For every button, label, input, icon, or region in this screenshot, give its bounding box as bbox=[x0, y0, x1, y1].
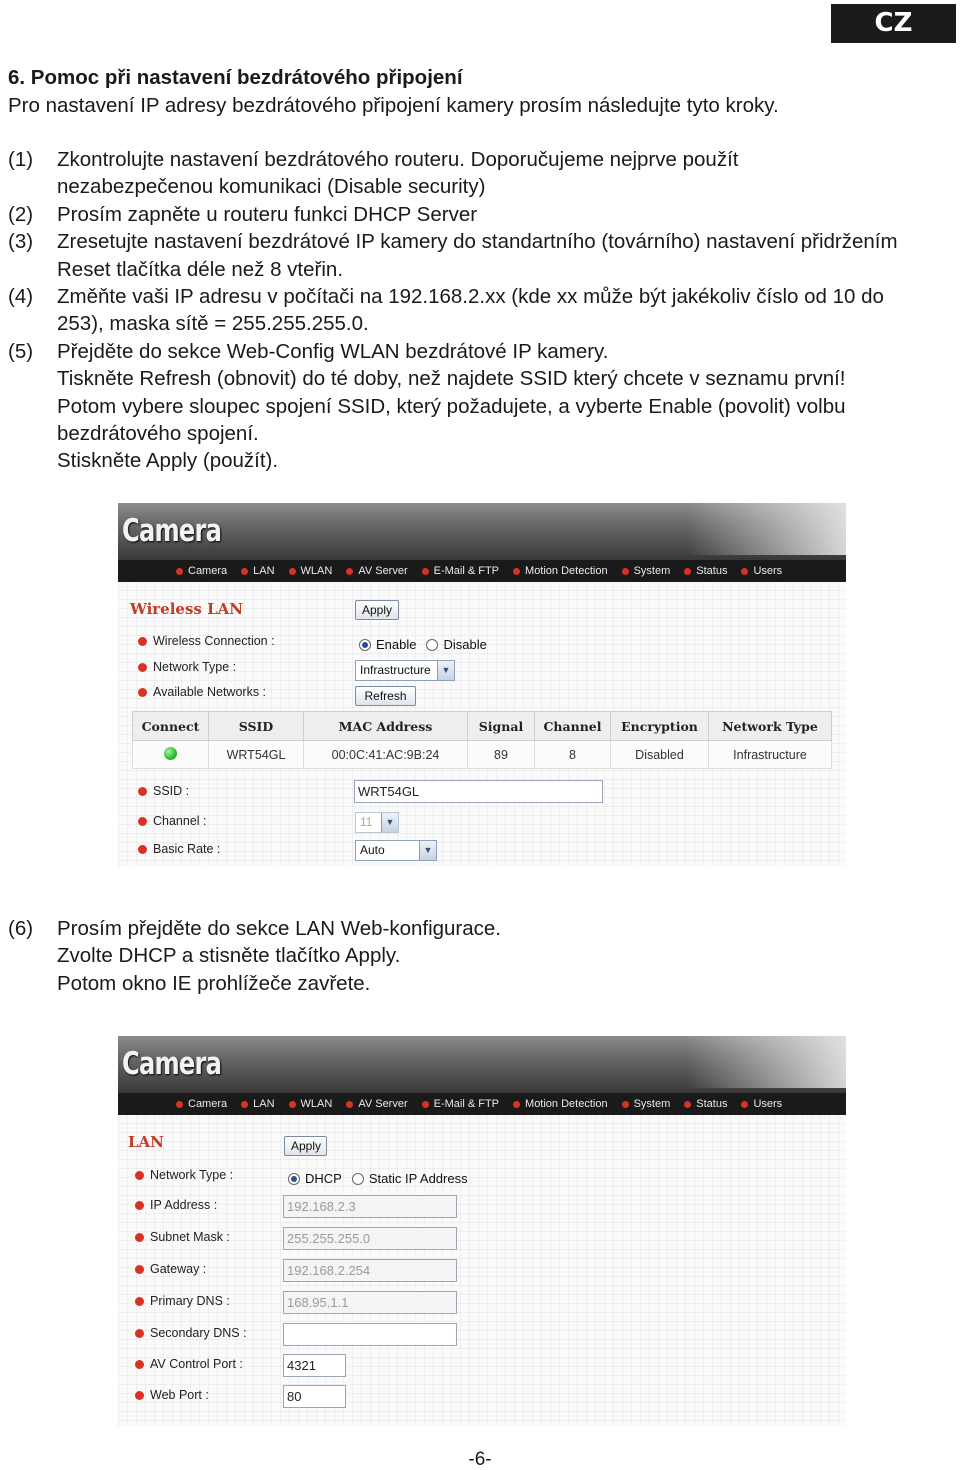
wlan-config-screenshot bbox=[118, 503, 846, 867]
step-line: Tiskněte Refresh (obnovit) do té doby, než najdete SSID který chcete v seznamu první! bbox=[57, 367, 846, 391]
primary-dns-input[interactable]: 168.95.1.1 bbox=[283, 1291, 457, 1314]
list-item bbox=[8, 228, 958, 283]
bullet-icon bbox=[622, 1101, 629, 1108]
col-encryption: Encryption bbox=[611, 712, 709, 741]
step-line: Reset tlačítka déle než 8 vteřin. bbox=[57, 257, 344, 281]
bullet-icon bbox=[138, 688, 147, 697]
list-item bbox=[8, 915, 958, 997]
nav-item-system[interactable]: System bbox=[622, 1098, 671, 1110]
nav-item-motion-detection[interactable]: Motion Detection bbox=[513, 1098, 608, 1110]
step-number: (3) bbox=[8, 230, 34, 254]
step-line: Zresetujte nastavení bezdrátové IP kamery do standartního (továrního) nastavení přidržením bbox=[57, 230, 898, 254]
col-network-type: Network Type bbox=[709, 712, 832, 741]
ip-address-input[interactable]: 192.168.2.3 bbox=[283, 1195, 457, 1218]
camera-header bbox=[118, 503, 846, 582]
steps-list bbox=[8, 146, 958, 475]
step-number: (6) bbox=[8, 917, 34, 940]
bullet-icon bbox=[346, 568, 353, 575]
channel-cell: 8 bbox=[535, 741, 611, 769]
col-mac: MAC Address bbox=[304, 712, 468, 741]
ssid-input[interactable]: WRT54GL bbox=[354, 780, 603, 803]
step-line: Prosím přejděte do sekce LAN Web-konfigurace. bbox=[57, 917, 502, 940]
static-ip-radio[interactable] bbox=[352, 1173, 364, 1185]
bullet-icon bbox=[289, 1101, 296, 1108]
bullet-icon bbox=[684, 568, 691, 575]
list-item bbox=[8, 283, 958, 338]
step-line: 253), maska sítě = 255.255.255.0. bbox=[57, 312, 369, 336]
apply-button[interactable]: Apply bbox=[355, 600, 399, 620]
connected-indicator-icon bbox=[164, 747, 177, 760]
network-type-cell: Infrastructure bbox=[709, 741, 832, 769]
apply-button[interactable]: Apply bbox=[284, 1136, 327, 1156]
bullet-icon bbox=[241, 568, 248, 575]
step-text bbox=[57, 338, 958, 475]
wlan-form bbox=[118, 582, 846, 867]
channel-row: Channel : bbox=[138, 814, 207, 828]
signal-cell: 89 bbox=[468, 741, 535, 769]
network-type-select[interactable]: Infrastructure ▼ bbox=[355, 660, 455, 681]
nav-item-motion-detection[interactable]: Motion Detection bbox=[513, 565, 608, 577]
col-channel: Channel bbox=[535, 712, 611, 741]
encryption-cell: Disabled bbox=[611, 741, 709, 769]
secondary-dns-row: Secondary DNS : bbox=[135, 1326, 247, 1340]
list-item bbox=[8, 201, 958, 228]
nav-item-system[interactable]: System bbox=[622, 565, 671, 577]
camera-logo: Camera bbox=[122, 513, 222, 549]
bullet-icon bbox=[684, 1101, 691, 1108]
col-ssid: SSID bbox=[209, 712, 304, 741]
mac-cell: 00:0C:41:AC:9B:24 bbox=[304, 741, 468, 769]
ip-address-row: IP Address : bbox=[135, 1198, 217, 1212]
camera-header bbox=[118, 1036, 846, 1115]
basic-rate-select[interactable]: Auto ▼ bbox=[355, 840, 437, 861]
camera-nav-bar bbox=[118, 1093, 846, 1115]
gateway-row: Gateway : bbox=[135, 1262, 206, 1276]
bullet-icon bbox=[135, 1201, 144, 1210]
step-line: bezdrátového spojení. bbox=[57, 422, 259, 446]
bullet-icon bbox=[138, 787, 147, 796]
step-line: Potom okno IE prohlížeče zavřete. bbox=[57, 971, 371, 995]
bullet-icon bbox=[135, 1171, 144, 1180]
subnet-mask-row: Subnet Mask : bbox=[135, 1230, 230, 1244]
step-text bbox=[57, 201, 958, 228]
wlan-title: Wireless LAN bbox=[130, 600, 243, 618]
intro-text: Pro nastavení IP adresy bezdrátového připojení kamery prosím následujte tyto kroky. bbox=[8, 94, 779, 117]
network-type-row: Network Type : bbox=[135, 1168, 233, 1182]
step-text bbox=[57, 146, 958, 201]
secondary-dns-input[interactable] bbox=[283, 1323, 457, 1346]
wireless-connection-row: Wireless Connection : bbox=[138, 634, 275, 648]
step-line: Prosím zapněte u routeru funkci DHCP Server bbox=[57, 202, 478, 226]
ssid-row: SSID : bbox=[138, 784, 189, 798]
disable-radio[interactable] bbox=[426, 639, 438, 651]
wireless-connection-radios: Enable Disable bbox=[359, 637, 497, 652]
bullet-icon bbox=[176, 568, 183, 575]
bullet-icon bbox=[176, 1101, 183, 1108]
nav-item-av-server[interactable]: AV Server bbox=[346, 1098, 407, 1110]
list-item bbox=[8, 338, 958, 475]
step-number: (5) bbox=[8, 339, 34, 363]
step-line: Zkontrolujte nastavení bezdrátového routeru. Doporučujeme nejprve použít bbox=[57, 148, 739, 171]
step-line: Stiskněte Apply (použít). bbox=[57, 449, 279, 473]
bullet-icon bbox=[135, 1360, 144, 1369]
connect-cell[interactable] bbox=[133, 741, 209, 769]
enable-radio[interactable] bbox=[359, 639, 371, 651]
av-control-port-row: AV Control Port : bbox=[135, 1357, 243, 1371]
bullet-icon bbox=[622, 568, 629, 575]
web-port-row: Web Port : bbox=[135, 1388, 209, 1402]
subnet-mask-input[interactable]: 255.255.255.0 bbox=[283, 1227, 457, 1250]
bullet-icon bbox=[135, 1329, 144, 1338]
nav-item-camera[interactable]: Camera bbox=[176, 1098, 227, 1110]
camera-logo: Camera bbox=[122, 1046, 222, 1082]
nav-item-lan[interactable]: LAN bbox=[241, 565, 274, 577]
lan-form bbox=[118, 1115, 846, 1426]
step-text bbox=[57, 915, 958, 997]
av-control-port-input[interactable]: 4321 bbox=[283, 1354, 346, 1377]
table-row[interactable] bbox=[133, 741, 832, 769]
chevron-down-icon: ▼ bbox=[419, 841, 436, 860]
bullet-icon bbox=[135, 1391, 144, 1400]
bullet-icon bbox=[135, 1297, 144, 1306]
bullet-icon bbox=[138, 845, 147, 854]
nav-item-email-ftp[interactable]: E-Mail & FTP bbox=[422, 1098, 499, 1110]
nav-item-status[interactable]: Status bbox=[684, 1098, 727, 1110]
web-port-input[interactable]: 80 bbox=[283, 1385, 346, 1408]
bullet-icon bbox=[289, 568, 296, 575]
refresh-button[interactable]: Refresh bbox=[355, 686, 416, 706]
available-networks-row: Available Networks : bbox=[138, 685, 266, 699]
network-type-radios: DHCP Static IP Address bbox=[288, 1171, 478, 1186]
bullet-icon bbox=[513, 1101, 520, 1108]
bullet-icon bbox=[741, 568, 748, 575]
step-number: (2) bbox=[8, 202, 34, 226]
section-heading: 6. Pomoc při nastavení bezdrátového připojení bbox=[8, 66, 463, 89]
primary-dns-row: Primary DNS : bbox=[135, 1294, 230, 1308]
basic-rate-row: Basic Rate : bbox=[138, 842, 220, 856]
bullet-icon bbox=[135, 1265, 144, 1274]
bullet-icon bbox=[138, 817, 147, 826]
step-line: Potom vybere sloupec spojení SSID, který požadujete, a vyberte Enable (povolit) volbu bbox=[57, 394, 846, 418]
bullet-icon bbox=[135, 1233, 144, 1242]
bullet-icon bbox=[513, 568, 520, 575]
bullet-icon bbox=[741, 1101, 748, 1108]
nav-item-users[interactable]: Users bbox=[741, 565, 782, 577]
col-connect: Connect bbox=[133, 712, 209, 741]
chevron-down-icon: ▼ bbox=[381, 813, 398, 832]
bullet-icon bbox=[346, 1101, 353, 1108]
lan-config-screenshot bbox=[118, 1036, 846, 1426]
col-signal: Signal bbox=[468, 712, 535, 741]
step-number: (1) bbox=[8, 148, 34, 171]
bullet-icon bbox=[422, 568, 429, 575]
bullet-icon bbox=[138, 663, 147, 672]
nav-item-status[interactable]: Status bbox=[684, 565, 727, 577]
step-text bbox=[57, 283, 958, 338]
nav-item-email-ftp[interactable]: E-Mail & FTP bbox=[422, 565, 499, 577]
step-line: Přejděte do sekce Web-Config WLAN bezdrátové IP kamery. bbox=[57, 339, 609, 363]
step-number: (4) bbox=[8, 285, 34, 309]
step-line: Změňte vaši IP adresu v počítači na 192.168.2.xx (kde xx může být jakékoliv číslo od 10 do bbox=[57, 285, 884, 309]
channel-select[interactable]: 11 ▼ bbox=[355, 812, 399, 833]
ssid-cell: WRT54GL bbox=[209, 741, 304, 769]
nav-item-wlan[interactable]: WLAN bbox=[289, 565, 333, 577]
step-line: Zvolte DHCP a stisněte tlačítko Apply. bbox=[57, 944, 401, 968]
bullet-icon bbox=[241, 1101, 248, 1108]
dhcp-radio[interactable] bbox=[288, 1173, 300, 1185]
language-badge: CZ bbox=[831, 4, 956, 43]
bullet-icon bbox=[138, 637, 147, 646]
nav-item-lan[interactable]: LAN bbox=[241, 1098, 274, 1110]
camera-nav-bar bbox=[118, 560, 846, 582]
nav-item-camera[interactable]: Camera bbox=[176, 565, 227, 577]
networks-table bbox=[132, 711, 832, 769]
bullet-icon bbox=[422, 1101, 429, 1108]
lan-title: LAN bbox=[128, 1133, 164, 1151]
chevron-down-icon: ▼ bbox=[437, 661, 454, 680]
network-type-row: Network Type : bbox=[138, 660, 236, 674]
list-item bbox=[8, 146, 958, 201]
steps-list-continued bbox=[8, 915, 958, 997]
gateway-input[interactable]: 192.168.2.254 bbox=[283, 1259, 457, 1282]
nav-item-av-server[interactable]: AV Server bbox=[346, 565, 407, 577]
step-line: nezabezpečenou komunikaci (Disable security) bbox=[57, 175, 486, 199]
nav-item-users[interactable]: Users bbox=[741, 1098, 782, 1110]
step-text bbox=[57, 228, 958, 283]
page-number: -6- bbox=[468, 1449, 492, 1470]
nav-item-wlan[interactable]: WLAN bbox=[289, 1098, 333, 1110]
